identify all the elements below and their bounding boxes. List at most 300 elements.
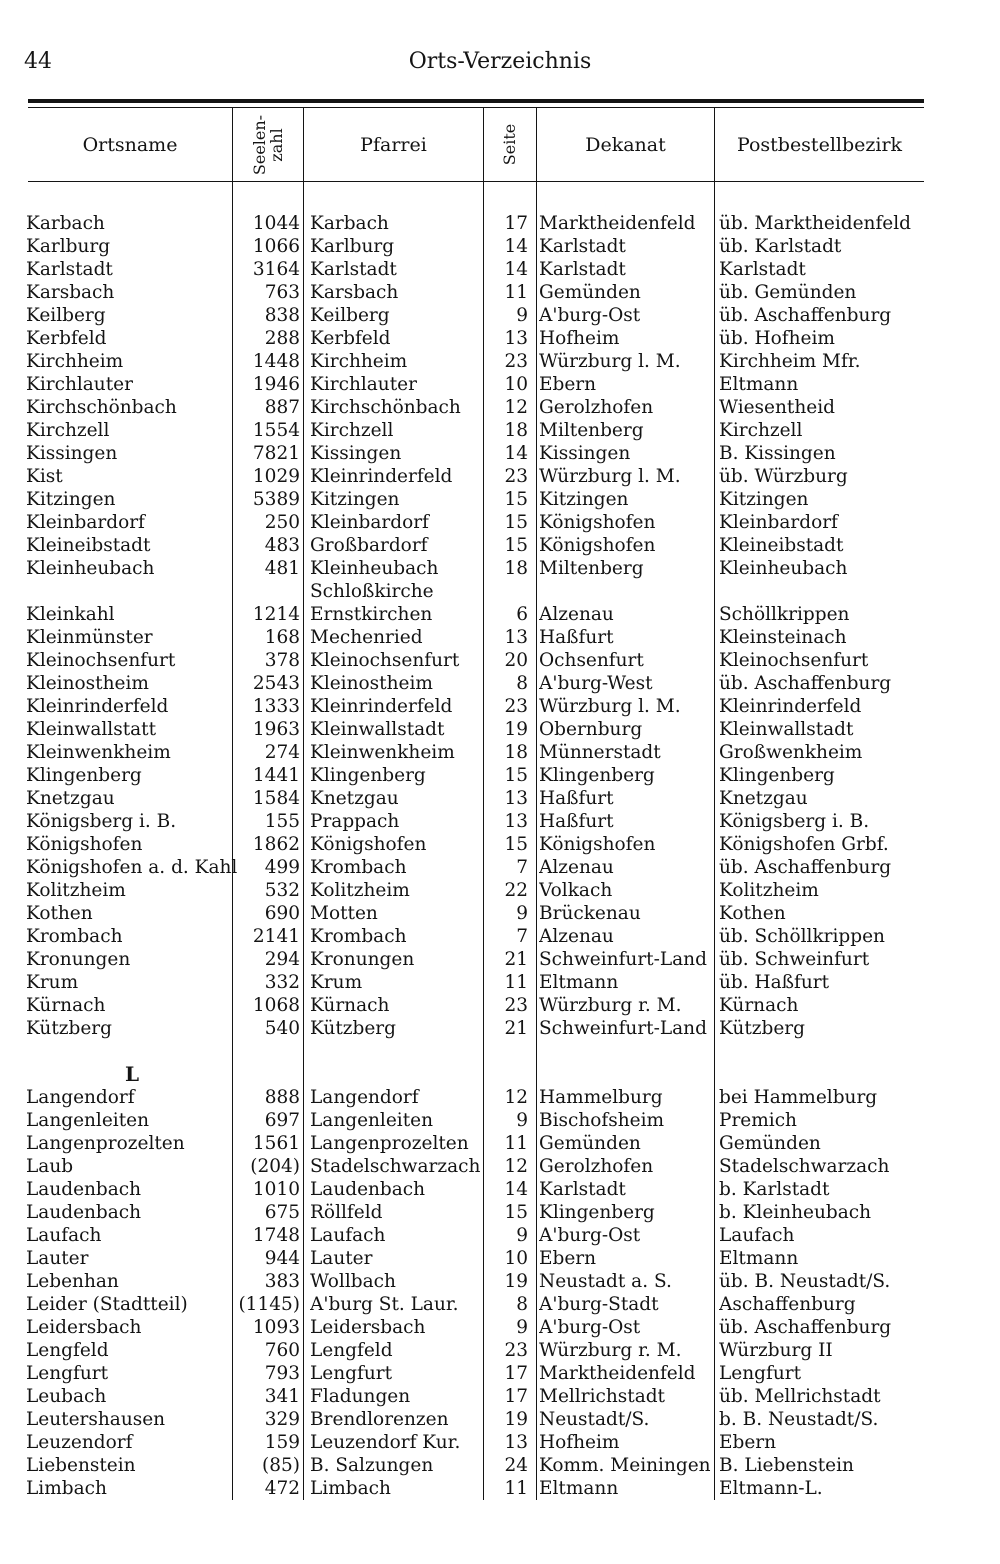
cell-page: 15 xyxy=(504,765,528,786)
cell-parish: Lengfurt xyxy=(310,1363,393,1384)
cell-deanery: Karlstadt xyxy=(539,259,626,280)
cell-parish: Kleinwenkheim xyxy=(310,742,455,763)
cell-population: 2141 xyxy=(252,926,300,947)
table-row xyxy=(0,350,1000,373)
cell-deanery: Karlstadt xyxy=(539,1179,626,1200)
cell-post: üb. Marktheidenfeld xyxy=(719,213,912,234)
cell-page: 13 xyxy=(504,788,528,809)
cell-population: 378 xyxy=(264,650,300,671)
cell-parish: Mechenried xyxy=(310,627,423,648)
cell-population: 159 xyxy=(264,1432,300,1453)
cell-deanery: Volkach xyxy=(539,880,613,901)
cell-name: Kleinostheim xyxy=(26,673,149,694)
cell-post: Würzburg II xyxy=(719,1340,833,1361)
cell-post: üb. Gemünden xyxy=(719,282,857,303)
column-header-parish: Pfarrei xyxy=(360,133,427,156)
cell-page: 11 xyxy=(504,972,528,993)
cell-deanery: Alzenau xyxy=(539,604,614,625)
cell-parish: Keilberg xyxy=(310,305,390,326)
table-row xyxy=(0,902,1000,925)
cell-page: 9 xyxy=(516,1317,528,1338)
table-row xyxy=(0,1132,1000,1155)
cell-name: Lebenhan xyxy=(26,1271,119,1292)
cell-page: 12 xyxy=(504,1156,528,1177)
cell-post: bei Hammelburg xyxy=(719,1087,878,1108)
cell-deanery: Bischofsheim xyxy=(539,1110,665,1131)
cell-name: Langenprozelten xyxy=(26,1133,185,1154)
cell-name: Kleinwenkheim xyxy=(26,742,171,763)
cell-name: Liebenstein xyxy=(26,1455,136,1476)
cell-deanery: Hofheim xyxy=(539,1432,620,1453)
cell-page: 13 xyxy=(504,328,528,349)
table-row xyxy=(0,511,1000,534)
cell-page: 24 xyxy=(504,1455,528,1476)
cell-deanery: Marktheidenfeld xyxy=(539,213,696,234)
cell-post: Kirchheim Mfr. xyxy=(719,351,861,372)
cell-name: Kleinbardorf xyxy=(26,512,145,533)
cell-population: 383 xyxy=(264,1271,300,1292)
cell-population: (204) xyxy=(250,1156,300,1177)
page-number: 44 xyxy=(24,49,52,74)
cell-page: 22 xyxy=(504,880,528,901)
cell-deanery: Kitzingen xyxy=(539,489,629,510)
cell-name: Karbach xyxy=(26,213,105,234)
cell-name: Laub xyxy=(26,1156,74,1177)
table-row xyxy=(0,1316,1000,1339)
cell-population: 483 xyxy=(264,535,300,556)
cell-name: Kerbfeld xyxy=(26,328,107,349)
cell-name: Kleinheubach xyxy=(26,558,155,579)
cell-page: 17 xyxy=(504,213,528,234)
cell-population: 1010 xyxy=(252,1179,300,1200)
cell-population: 1333 xyxy=(252,696,300,717)
cell-parish: Königshofen xyxy=(310,834,427,855)
table-row xyxy=(0,925,1000,948)
cell-parish: Kleinochsenfurt xyxy=(310,650,460,671)
cell-page: 19 xyxy=(504,719,528,740)
cell-name: Kürnach xyxy=(26,995,106,1016)
table-row xyxy=(0,833,1000,856)
cell-population: 944 xyxy=(264,1248,300,1269)
cell-post: üb. Hofheim xyxy=(719,328,835,349)
cell-page: 19 xyxy=(504,1271,528,1292)
cell-deanery: A'burg-West xyxy=(539,673,653,694)
table-row xyxy=(0,741,1000,764)
cell-post: B. Liebenstein xyxy=(719,1455,854,1476)
cell-deanery: Schweinfurt-Land xyxy=(539,1018,707,1039)
cell-parish: Fladungen xyxy=(310,1386,411,1407)
cell-post: Kleinochsenfurt xyxy=(719,650,869,671)
table-row xyxy=(0,1477,1000,1500)
cell-population: 1068 xyxy=(252,995,300,1016)
cell-post: Schöllkrippen xyxy=(719,604,850,625)
cell-post: Stadelschwarzach xyxy=(719,1156,890,1177)
cell-parish: Brendlorenzen xyxy=(310,1409,449,1430)
cell-page: 8 xyxy=(516,673,528,694)
cell-deanery: Gerolzhofen xyxy=(539,397,654,418)
table-row xyxy=(0,1109,1000,1132)
cell-deanery: Mellrichstadt xyxy=(539,1386,665,1407)
cell-parish: Schloßkirche xyxy=(310,581,434,602)
cell-post: Laufach xyxy=(719,1225,795,1246)
cell-post: Eltmann xyxy=(719,374,799,395)
cell-population: 329 xyxy=(264,1409,300,1430)
cell-name: Kleinochsenfurt xyxy=(26,650,176,671)
cell-population: 1554 xyxy=(252,420,300,441)
cell-post: üb. Karlstadt xyxy=(719,236,842,257)
cell-name: Kirchlauter xyxy=(26,374,133,395)
table-row xyxy=(0,419,1000,442)
column-header-deanery: Dekanat xyxy=(585,133,666,156)
cell-name: Karlstadt xyxy=(26,259,113,280)
cell-population: 793 xyxy=(264,1363,300,1384)
table-row xyxy=(0,534,1000,557)
cell-parish: Karlburg xyxy=(310,236,395,257)
cell-name: Kronungen xyxy=(26,949,131,970)
cell-post: Königshofen Grbf. xyxy=(719,834,889,855)
cell-deanery: Kissingen xyxy=(539,443,631,464)
cell-post: Kürnach xyxy=(719,995,799,1016)
cell-name: Langenleiten xyxy=(26,1110,150,1131)
cell-name: Lengfeld xyxy=(26,1340,109,1361)
cell-deanery: Alzenau xyxy=(539,926,614,947)
cell-deanery: Münnerstadt xyxy=(539,742,661,763)
cell-parish: Langendorf xyxy=(310,1087,419,1108)
cell-name: Karsbach xyxy=(26,282,115,303)
cell-deanery: Gemünden xyxy=(539,282,641,303)
cell-page: 14 xyxy=(504,259,528,280)
cell-name: Kissingen xyxy=(26,443,118,464)
cell-parish: B. Salzungen xyxy=(310,1455,434,1476)
table-row xyxy=(0,1247,1000,1270)
cell-parish: Kleinrinderfeld xyxy=(310,696,453,717)
cell-name: Klingenberg xyxy=(26,765,142,786)
cell-population: 675 xyxy=(264,1202,300,1223)
cell-parish: Knetzgau xyxy=(310,788,399,809)
cell-page: 6 xyxy=(516,604,528,625)
table-row xyxy=(0,994,1000,1017)
cell-page: 17 xyxy=(504,1386,528,1407)
cell-post: Kleinheubach xyxy=(719,558,848,579)
cell-population: 1441 xyxy=(252,765,300,786)
cell-parish: A'burg St. Laur. xyxy=(310,1294,459,1315)
cell-page: 11 xyxy=(504,1133,528,1154)
cell-population: 1862 xyxy=(252,834,300,855)
cell-population: (85) xyxy=(262,1455,300,1476)
cell-population: 288 xyxy=(264,328,300,349)
cell-population: 540 xyxy=(264,1018,300,1039)
cell-deanery: Würzburg l. M. xyxy=(539,466,681,487)
cell-page: 9 xyxy=(516,903,528,924)
cell-name: Langendorf xyxy=(26,1087,135,1108)
cell-population: 697 xyxy=(264,1110,300,1131)
cell-page: 23 xyxy=(504,995,528,1016)
cell-post: üb. Haßfurt xyxy=(719,972,830,993)
cell-deanery: A'burg-Stadt xyxy=(539,1294,659,1315)
table-row xyxy=(0,718,1000,741)
cell-parish: Kleinheubach xyxy=(310,558,439,579)
column-header-page xyxy=(484,108,536,181)
cell-population: 294 xyxy=(264,949,300,970)
cell-parish: Kleinbardorf xyxy=(310,512,429,533)
cell-parish: Kirchzell xyxy=(310,420,394,441)
cell-post: Kleinsteinach xyxy=(719,627,847,648)
table-row xyxy=(0,1017,1000,1040)
column-header-post: Postbestellbezirk xyxy=(736,133,903,156)
cell-deanery: Ebern xyxy=(539,1248,597,1269)
cell-post: Wiesentheid xyxy=(719,397,835,418)
cell-population: 1448 xyxy=(252,351,300,372)
cell-post: Königsberg i. B. xyxy=(719,811,870,832)
cell-population: 250 xyxy=(264,512,300,533)
cell-population: 3164 xyxy=(252,259,300,280)
cell-name: Laufach xyxy=(26,1225,102,1246)
cell-post: b. B. Neustadt/S. xyxy=(719,1409,879,1430)
cell-population: 888 xyxy=(264,1087,300,1108)
cell-population: 5389 xyxy=(252,489,300,510)
cell-parish: Kirchschönbach xyxy=(310,397,461,418)
table-row xyxy=(0,212,1000,235)
cell-page: 23 xyxy=(504,1340,528,1361)
cell-post: Kleinbardorf xyxy=(719,512,838,533)
places-table xyxy=(0,212,1000,1500)
cell-name: Kleineibstadt xyxy=(26,535,151,556)
cell-name: Laudenbach xyxy=(26,1202,142,1223)
cell-parish: Krombach xyxy=(310,857,407,878)
cell-post: üb. Aschaffenburg xyxy=(719,305,892,326)
table-row xyxy=(0,1339,1000,1362)
table-row xyxy=(0,672,1000,695)
cell-parish: Kronungen xyxy=(310,949,415,970)
cell-name: Kirchschönbach xyxy=(26,397,177,418)
cell-population: 1044 xyxy=(252,213,300,234)
cell-parish: Krombach xyxy=(310,926,407,947)
column-header-population-label: Seelen- zahl xyxy=(249,114,286,175)
cell-post: Kleinwallstadt xyxy=(719,719,854,740)
table-row xyxy=(0,603,1000,626)
cell-page: 15 xyxy=(504,489,528,510)
table-row xyxy=(0,258,1000,281)
table-row xyxy=(0,1431,1000,1454)
cell-population: 472 xyxy=(264,1478,300,1499)
cell-population: 499 xyxy=(264,857,300,878)
cell-page: 21 xyxy=(504,1018,528,1039)
cell-parish: Limbach xyxy=(310,1478,391,1499)
cell-population: 1748 xyxy=(252,1225,300,1246)
cell-post: üb. B. Neustadt/S. xyxy=(719,1271,891,1292)
cell-post: Kothen xyxy=(719,903,786,924)
cell-name: Krum xyxy=(26,972,79,993)
cell-population: 1946 xyxy=(252,374,300,395)
cell-parish: Kerbfeld xyxy=(310,328,391,349)
header-rule-thick xyxy=(28,99,924,103)
cell-deanery: Würzburg l. M. xyxy=(539,696,681,717)
cell-deanery: Würzburg r. M. xyxy=(539,1340,682,1361)
cell-name: Leidersbach xyxy=(26,1317,142,1338)
table-row xyxy=(0,1155,1000,1178)
table-row xyxy=(0,879,1000,902)
section-letter-row xyxy=(0,1063,1000,1086)
table-row xyxy=(0,1408,1000,1431)
cell-page: 14 xyxy=(504,236,528,257)
cell-deanery: Neustadt/S. xyxy=(539,1409,650,1430)
cell-post: Lengfurt xyxy=(719,1363,802,1384)
cell-post: b. Kleinheubach xyxy=(719,1202,872,1223)
column-header-population xyxy=(233,108,303,181)
table-row xyxy=(0,580,1000,603)
cell-parish: Stadelschwarzach xyxy=(310,1156,481,1177)
cell-name: Leider (Stadtteil) xyxy=(26,1294,188,1315)
cell-page: 19 xyxy=(504,1409,528,1430)
cell-name: Kolitzheim xyxy=(26,880,126,901)
cell-population: 690 xyxy=(264,903,300,924)
cell-post: Eltmann-L. xyxy=(719,1478,823,1499)
cell-page: 18 xyxy=(504,558,528,579)
cell-post: Aschaffenburg xyxy=(719,1294,856,1315)
table-row xyxy=(0,488,1000,511)
cell-parish: Großbardorf xyxy=(310,535,428,556)
cell-page: 20 xyxy=(504,650,528,671)
cell-deanery: Marktheidenfeld xyxy=(539,1363,696,1384)
cell-page: 18 xyxy=(504,420,528,441)
cell-deanery: Hammelburg xyxy=(539,1087,663,1108)
cell-deanery: Würzburg l. M. xyxy=(539,351,681,372)
cell-deanery: Karlstadt xyxy=(539,236,626,257)
cell-post: Eltmann xyxy=(719,1248,799,1269)
cell-deanery: Königshofen xyxy=(539,535,656,556)
cell-parish: Langenleiten xyxy=(310,1110,434,1131)
cell-post: Premich xyxy=(719,1110,797,1131)
cell-population: 1214 xyxy=(252,604,300,625)
cell-deanery: Haßfurt xyxy=(539,788,614,809)
cell-post: Klingenberg xyxy=(719,765,835,786)
cell-deanery: Neustadt a. S. xyxy=(539,1271,672,1292)
cell-page: 13 xyxy=(504,627,528,648)
cell-parish: Motten xyxy=(310,903,378,924)
cell-deanery: A'burg-Ost xyxy=(539,1317,641,1338)
cell-parish: Kleinostheim xyxy=(310,673,433,694)
cell-post: B. Kissingen xyxy=(719,443,836,464)
cell-post: Kleineibstadt xyxy=(719,535,844,556)
cell-post: üb. Schweinfurt xyxy=(719,949,870,970)
cell-parish: Kleinwallstadt xyxy=(310,719,445,740)
cell-post: Knetzgau xyxy=(719,788,808,809)
cell-population: 760 xyxy=(264,1340,300,1361)
cell-parish: Lauter xyxy=(310,1248,373,1269)
cell-parish: Kirchheim xyxy=(310,351,408,372)
cell-page: 11 xyxy=(504,282,528,303)
table-row xyxy=(0,695,1000,718)
cell-post: üb. Aschaffenburg xyxy=(719,673,892,694)
cell-name: Kleinwallstatt xyxy=(26,719,157,740)
cell-parish: Langenprozelten xyxy=(310,1133,469,1154)
cell-deanery: Ebern xyxy=(539,374,597,395)
cell-population: 274 xyxy=(264,742,300,763)
cell-page: 11 xyxy=(504,1478,528,1499)
cell-page: 18 xyxy=(504,742,528,763)
cell-page: 7 xyxy=(516,926,528,947)
cell-post: Kirchzell xyxy=(719,420,803,441)
cell-parish: Kitzingen xyxy=(310,489,400,510)
cell-name: Knetzgau xyxy=(26,788,115,809)
table-row xyxy=(0,1040,1000,1063)
cell-name: Kirchheim xyxy=(26,351,124,372)
cell-post: üb. Mellrichstadt xyxy=(719,1386,881,1407)
cell-page: 15 xyxy=(504,512,528,533)
cell-parish: Karsbach xyxy=(310,282,399,303)
cell-deanery: Königshofen xyxy=(539,834,656,855)
cell-name: Leubach xyxy=(26,1386,107,1407)
cell-post: Kützberg xyxy=(719,1018,805,1039)
cell-post: Karlstadt xyxy=(719,259,806,280)
cell-deanery: A'burg-Ost xyxy=(539,1225,641,1246)
cell-parish: Kleinrinderfeld xyxy=(310,466,453,487)
cell-page: 12 xyxy=(504,397,528,418)
cell-deanery: Hofheim xyxy=(539,328,620,349)
cell-name: Kleinmünster xyxy=(26,627,153,648)
cell-parish: Karlstadt xyxy=(310,259,397,280)
cell-post: üb. Aschaffenburg xyxy=(719,1317,892,1338)
cell-population: 332 xyxy=(264,972,300,993)
cell-population: 1093 xyxy=(252,1317,300,1338)
cell-population: 1029 xyxy=(252,466,300,487)
cell-population: 1561 xyxy=(252,1133,300,1154)
cell-page: 10 xyxy=(504,1248,528,1269)
cell-page: 8 xyxy=(516,1294,528,1315)
cell-parish: Laudenbach xyxy=(310,1179,426,1200)
cell-post: Gemünden xyxy=(719,1133,821,1154)
cell-page: 9 xyxy=(516,1225,528,1246)
cell-page: 9 xyxy=(516,1110,528,1131)
cell-deanery: Gemünden xyxy=(539,1133,641,1154)
cell-name: Leutershausen xyxy=(26,1409,166,1430)
cell-population: 341 xyxy=(264,1386,300,1407)
cell-parish: Kürnach xyxy=(310,995,390,1016)
cell-name: Königshofen a. d. Kahl xyxy=(26,857,238,878)
cell-page: 15 xyxy=(504,1202,528,1223)
cell-parish: Kirchlauter xyxy=(310,374,417,395)
cell-parish: Krum xyxy=(310,972,363,993)
cell-name: Leuzendorf xyxy=(26,1432,133,1453)
table-row xyxy=(0,465,1000,488)
cell-population: 155 xyxy=(264,811,300,832)
table-row xyxy=(0,396,1000,419)
cell-parish: Kolitzheim xyxy=(310,880,410,901)
table-row xyxy=(0,1201,1000,1224)
table-row xyxy=(0,235,1000,258)
cell-parish: Prappach xyxy=(310,811,400,832)
cell-deanery: Komm. Meiningen xyxy=(539,1455,711,1476)
table-row xyxy=(0,1270,1000,1293)
table-row xyxy=(0,649,1000,672)
cell-parish: Röllfeld xyxy=(310,1202,383,1223)
cell-deanery: Klingenberg xyxy=(539,1202,655,1223)
table-row xyxy=(0,1086,1000,1109)
cell-name: Königsberg i. B. xyxy=(26,811,177,832)
cell-parish: Leidersbach xyxy=(310,1317,426,1338)
cell-deanery: Würzburg r. M. xyxy=(539,995,682,1016)
cell-post: üb. Aschaffenburg xyxy=(719,857,892,878)
cell-page: 21 xyxy=(504,949,528,970)
table-row xyxy=(0,1178,1000,1201)
cell-deanery: Haßfurt xyxy=(539,627,614,648)
cell-deanery: Haßfurt xyxy=(539,811,614,832)
cell-population: 481 xyxy=(264,558,300,579)
cell-name: Lauter xyxy=(26,1248,89,1269)
cell-page: 12 xyxy=(504,1087,528,1108)
cell-page: 15 xyxy=(504,834,528,855)
cell-deanery: Miltenberg xyxy=(539,420,644,441)
